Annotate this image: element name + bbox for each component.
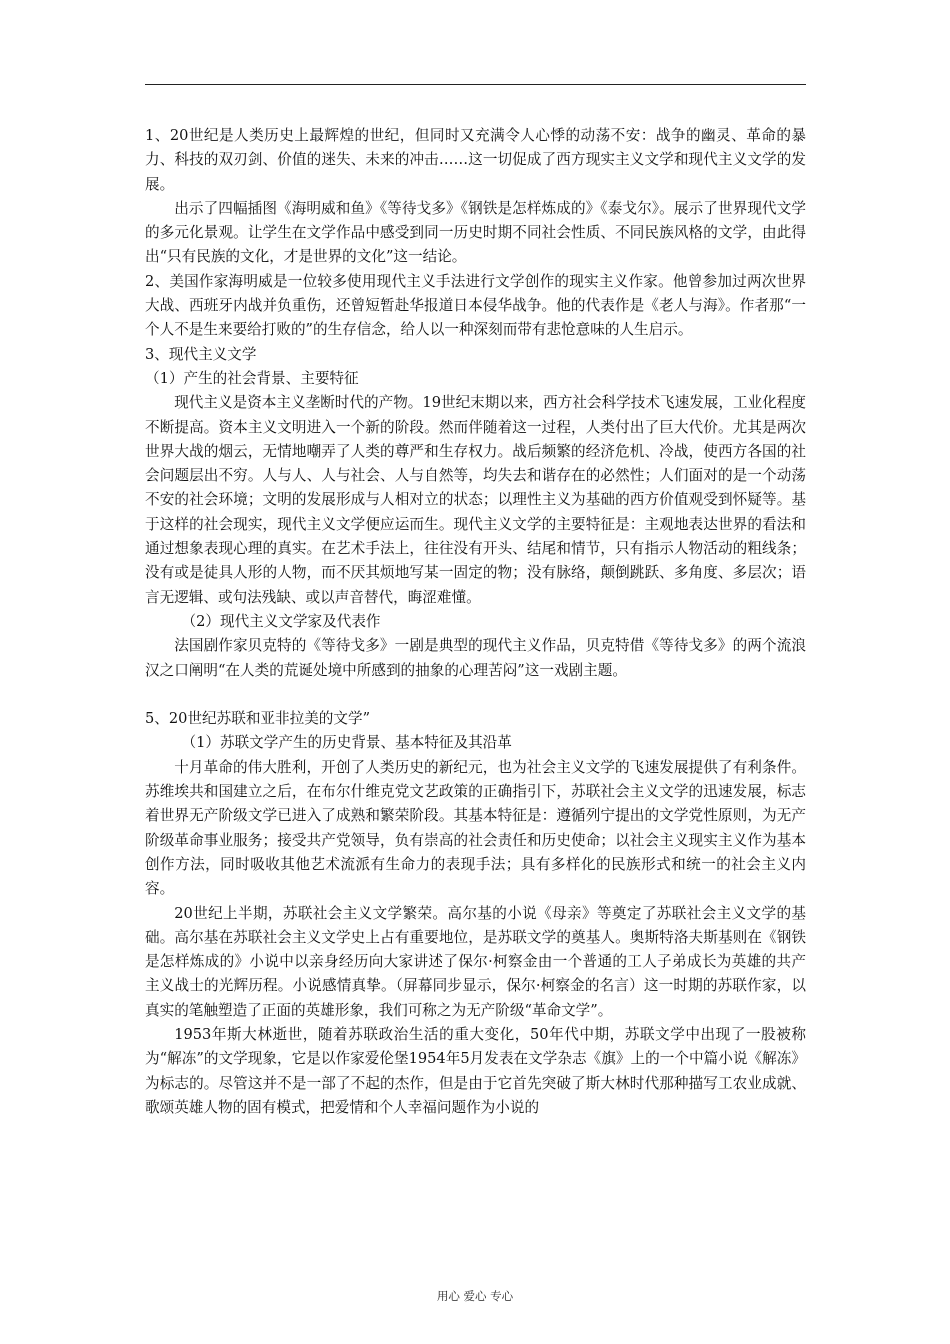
document-body bbox=[145, 124, 806, 1120]
subsection-heading: （1）苏联文学产生的历史背景、基本特征及其沿革 bbox=[181, 734, 512, 752]
header-rule bbox=[145, 84, 806, 85]
paragraph: 法国剧作家贝克特的《等待戈多》一剧是典型的现代主义作品，贝克特借《等待戈多》的两个流浪汉之口阐明“在人类的荒诞处境中所感到的抽象的心理苦闷”这一戏剧主题。 bbox=[145, 637, 806, 679]
subsection-heading: （2）现代主义文学家及代表作 bbox=[181, 612, 381, 630]
page-footer: 用心 爱心 专心 bbox=[436, 1289, 514, 1303]
subsection-heading: （1）产生的社会背景、主要特征 bbox=[145, 369, 359, 387]
paragraph: 现代主义是资本主义垄断时代的产物。19世纪末期以来，西方社会科学技术飞速发展，工业化程度不断提高。资本主义文明进入一个新的阶段。然而伴随着这一过程，人类付出了巨大代价。尤其是两次世界大战的烟云，无情地嘲弄了人类的尊严和生存权力。战后频繁的经济危机、冷战，使西方各国的社会问题层出不穷。人与人、人与社会、人与自然等，均失去和谐存在的必然性；人们面对的是一个动荡不安的社会环境；文明的发展形成与人相对立的状态；以理性主义为基础的西方价值观受到怀疑等。基于这样的社会现实，现代主义文学便应运而生。现代主义文学的主要特征是：主观地表达世界的看法和通过想象表现心理的真实。在艺术手法上，往往没有开头、结尾和情节，只有指示人物活动的粗线条；没有或是徒具人形的人物，而不厌其烦地写某一固定的物；没有脉络，颠倒跳跃、多角度、多层次；语言无逻辑、或句法残缺、或以声音替代，晦涩难懂。 bbox=[145, 394, 806, 606]
paragraph: 20世纪上半期，苏联社会主义文学繁荣。高尔基的小说《母亲》等奠定了苏联社会主义文学的基础。高尔基在苏联社会主义文学史上占有重要地位，是苏联文学的奠基人。奥斯特洛夫斯基则在《钢铁是怎样炼成的》小说中以亲身经历向大家讲述了保尔·柯察金由一个普通的工人子弟成长为英雄的共产主义战士的光辉历程。小说感情真挚。（屏幕同步显示，保尔·柯察金的名言）这一时期的苏联作家，以真实的笔触塑造了正面的英雄形象，我们可称之为无产阶级“革命文学”。 bbox=[145, 904, 806, 1019]
paragraph: 十月革命的伟大胜利，开创了人类历史的新纪元，也为社会主义文学的飞速发展提供了有利条件。苏维埃共和国建立之后，在布尔什维克党文艺政策的正确指引下，苏联社会主义文学的迅速发展，标志着世界无产阶级文学已进入了成熟和繁荣阶段。其基本特征是：遵循列宁提出的文学党性原则，为无产阶级革命事业服务；接受共产党领导，负有崇高的社会责任和历史使命；以社会主义现实主义作为基本创作方法，同时吸收其他艺术流派有生命力的表现手法；具有多样化的民族形式和统一的社会主义内容。 bbox=[145, 758, 806, 898]
section-heading: 3、现代主义文学 bbox=[145, 345, 257, 363]
paragraph: 出示了四幅插图《海明威和鱼》《等待戈多》《钢铁是怎样炼成的》《泰戈尔》。展示了世界现代文学的多元化景观。让学生在文学作品中感受到同一历史时期不同社会性质、不同民族风格的文学，由此得出“只有民族的文化，才是世界的文化”这一结论。 bbox=[145, 199, 806, 266]
paragraph: 1、20世纪是人类历史上最辉煌的世纪，但同时又充满令人心悸的动荡不安：战争的幽灵、革命的暴力、科技的双刃剑、价值的迷失、未来的冲击……这一切促成了西方现实主义文学和现代主义文学的发展。 bbox=[145, 127, 806, 193]
section-heading: 5、20世纪苏联和亚非拉美的文学” bbox=[145, 710, 371, 728]
paragraph: 2、美国作家海明威是一位较多使用现代主义手法进行文学创作的现实主义作家。他曾参加过两次世界大战、西班牙内战并负重伤，还曾短暂赴华报道日本侵华战争。他的代表作是《老人与海》。作者那“一个人不是生来要给打败的”的生存信念，给人以一种深刻而带有悲怆意味的人生启示。 bbox=[145, 272, 806, 339]
paragraph: 1953年斯大林逝世，随着苏联政治生活的重大变化，50年代中期，苏联文学中出现了一股被称为“解冻”的文学现象，它是以作家爱伦堡1954年5月发表在文学杂志《旗》上的一个中篇小说《解冻》为标志的。尽管这并不是一部了不起的杰作，但是由于它首先突破了斯大林时代那种描写工农业成就、歌颂英雄人物的固有模式，把爱情和个人幸福问题作为小说的 bbox=[145, 1025, 806, 1116]
blank-line bbox=[145, 683, 806, 707]
